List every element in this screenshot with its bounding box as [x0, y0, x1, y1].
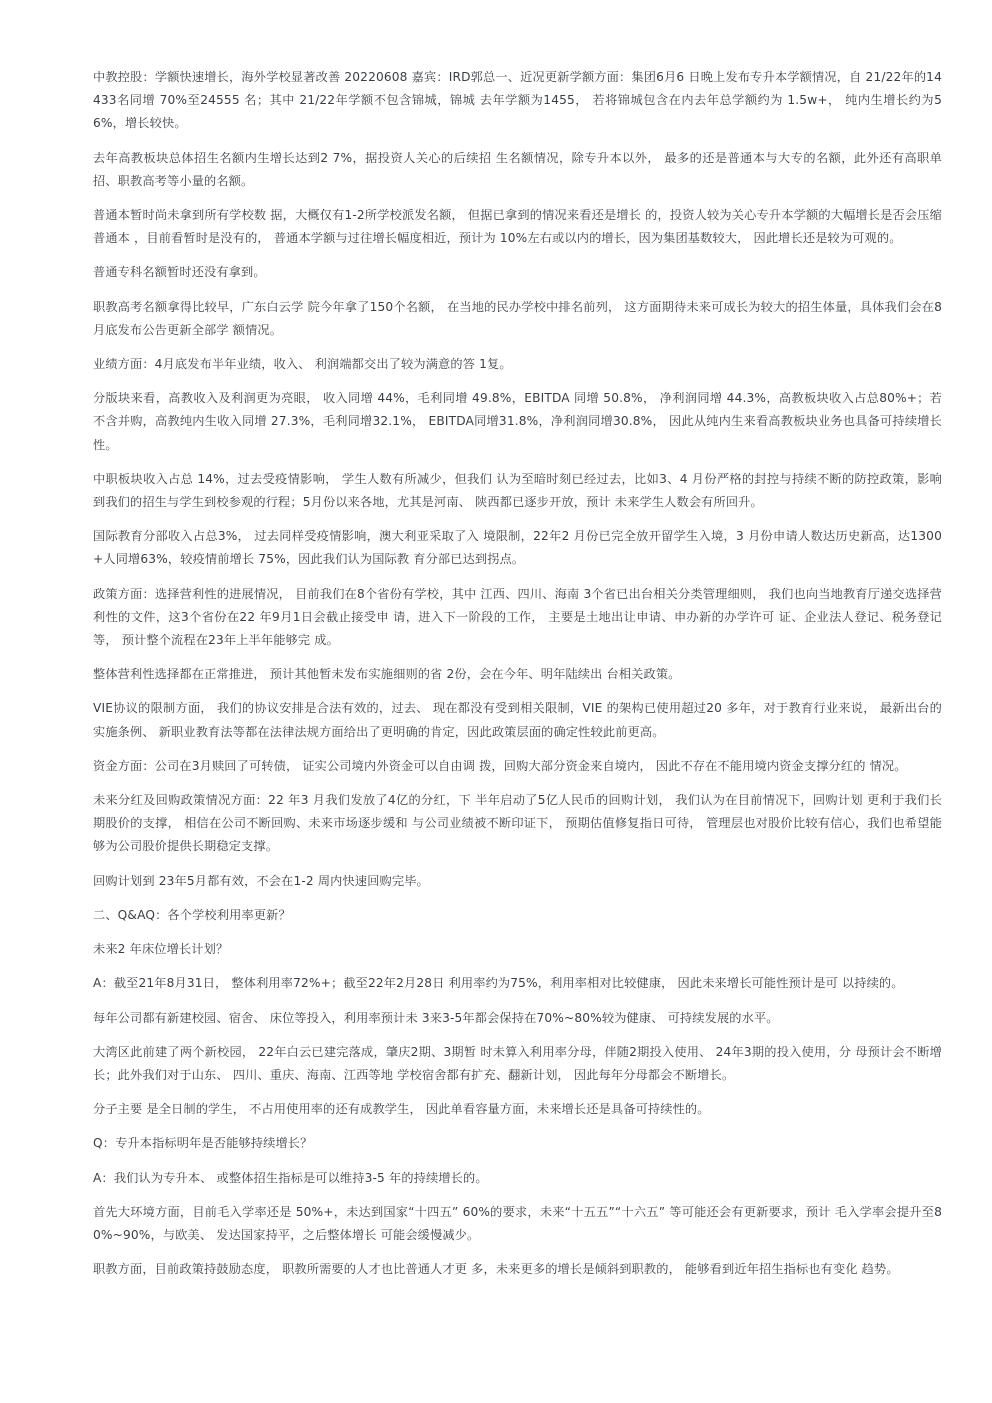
paragraph: 政策方面：选择营利性的进展情况， 目前我们在8个省份有学校，其中 江西、四川、海南 3个省已出台相关分类管理细则， 我们也向当地教育厅递交选择营利性的文件，这3个省份在22 年9月1日会截止接受申 请，进入下一阶段的工作， 主要是土地出让申请、申办新的办学许可 证、企业法人登记、税务登记等， 预计整个流程在23年上半年能够完 成。: [93, 586, 942, 648]
paragraph: 未来分红及回购政策情况方面：22 年3 月我们发放了4亿的分红，下 半年启动了5亿人民币的回购计划， 我们认为在目前情况下，回购计划 更利于我们长期股价的支撑， 相信在公司不断回购、未来市场逐步缓和 与公司业绩被不断印证下， 预期估值修复指日可待， 管理层也对股价比较有信心，我们也希望能够为公司股价提供长期稳定支撑。: [93, 793, 942, 854]
answer: A：截至21年8月31日， 整体利用率72%+；截至22年2月28日 利用率约为75%，利用率相对比较健康， 因此未来增长可能性预计是可 以持续的。: [93, 976, 904, 991]
paragraph: 普通本暂时尚未拿到所有学校数 据，大概仅有1-2所学校派发名额， 但据已拿到的情况来看还是增长 的，投资人较为关心专升本学额的大幅增长是否会压缩普通本 ，目前看暂时是没有的， 普通本学额与过往增长幅度相近，预计为 10%左右或以内的增长，因为集团基数较大， 因此增长还是较为可观的。: [93, 208, 942, 246]
section-heading: 二、Q&AQ：各个学校利用率更新？: [93, 907, 291, 922]
paragraph: 每年公司都有新建校园、宿舍、 床位等投入，利用率预计未 3来3-5年都会保持在70%~80%较为健康、 可持续发展的水平。: [93, 1010, 779, 1025]
paragraph: VIE协议的限制方面， 我们的协议安排是合法有效的，过去、 现在都没有受到相关限制，VIE 的架构已使用超过20 多年，对于教育行业来说， 最新出台的实施条例、 新职业教育法等都在法律法规方面给出了更明确的肯定，因此政策层面的确定性较此前更高。: [93, 701, 942, 739]
document-body: [93, 66, 942, 1281]
question: 未来2 年床位增长计划？: [93, 942, 229, 957]
paragraph: 中教控股：学额快速增长，海外学校显著改善 20220608 嘉宾：IRD郭总一、近况更新学额方面：集团6月6 日晚上发布专升本学额情况，自 21/22年的14433名同增 70%至24555 名；其中 21/22年学额不包含锦城，锦城 去年学额为1455， 若将锦城包含在内去年总学额约为 1.5w+， 纯内生增长约为56%，增长较快。: [93, 70, 942, 131]
paragraph: 中职板块收入占总 14%，过去受疫情影响， 学生人数有所减少，但我们 认为至暗时刻已经过去，比如3、4 月份严格的封控与持续不断的防控政策，影响到我们的招生与学生到校参观的行程；5月份以来各地，尤其是河南、 陕西都已逐步开放，预计 未来学生人数会有所回升。: [93, 471, 942, 510]
paragraph: 职教高考名额拿得比较早，广东白云学 院今年拿了150个名额， 在当地的民办学校中排名前列， 这方面期待未来可成长为较大的招生体量，具体我们会在8 月底发布公告更新全部学 额情况。: [93, 299, 942, 337]
paragraph: 整体营利性选择都在正常推进， 预计其他暂未发布实施细则的省 2份，会在今年、明年陆续出 台相关政策。: [93, 667, 681, 682]
paragraph: 去年高教板块总体招生名额内生增长达到2 7%，据投资人关心的后续招 生名额情况，除专升本以外， 最多的还是普通本与大专的名额，此外还有高职单招、职教高考等小量的名额。: [93, 150, 942, 188]
paragraph: 普通专科名额暂时还没有拿到。: [93, 265, 266, 280]
paragraph: 大湾区此前建了两个新校园， 22年白云已建完落成，肇庆2期、3期暂 时未算入利用率分母，伴随2期投入使用、 24年3期的投入使用，分 母预计会不断增长；此外我们对于山东、 四川、重庆、海南、江西等地 学校宿舍都有扩充、翻新计划， 因此每年分母都会不断增长。: [93, 1044, 942, 1082]
paragraph: 回购计划到 23年5月都有效，不会在1-2 周内快速回购完毕。: [93, 873, 429, 888]
paragraph: 业绩方面：4月底发布半年业绩，收入、 利润端都交出了较为满意的答 1复。: [93, 357, 512, 372]
paragraph: 职教方面，目前政策持鼓励态度， 职教所需要的人才也比普通人才更 多，未来更多的增长是倾斜到职教的， 能够看到近年招生指标也有变化 趋势。: [93, 1262, 899, 1277]
paragraph: 分子主要 是全日制的学生， 不占用使用率的还有成教学生， 因此单看容量方面，未来增长还是具备可持续性的。: [93, 1102, 710, 1117]
paragraph: 分版块来看，高教收入及利润更为亮眼， 收入同增 44%，毛利同增 49.8%，EBITDA 同增 50.8%， 净利润同增 44.3%，高教板块收入占总80%+；若不含并购，高教纯内生收入同增 27.3%，毛利同增32.1%， EBITDA同增31.8%，净利润同增30.8%， 因此从纯内生来看高教板块业务也具备可持续增长性。: [93, 391, 942, 452]
paragraph: 资金方面：公司在3月赎回了可转债， 证实公司境内外资金可以自由调 拨，回购大部分资金来自境内， 因此不存在不能用境内资金支撑分红的 情况。: [93, 758, 907, 773]
paragraph: 国际教育分部收入占总3%， 过去同样受疫情影响，澳大利亚采取了入 境限制，22年2 月份已完全放开留学生入境，3 月份申请人数达历史新高，达1300+人同增63%，较疫情前增长 75%，因此我们认为国际教 育分部已达到拐点。: [93, 529, 942, 567]
answer: A：我们认为专升本、 或整体招生指标是可以维持3-5 年的持续增长的。: [93, 1170, 488, 1185]
question: Q：专升本指标明年是否能够持续增长？: [93, 1136, 313, 1151]
paragraph: 首先大环境方面，目前毛入学率还是 50%+，未达到国家“十四五” 60%的要求，未来“十五五”“十六五” 等可能还会有更新要求，预计 毛入学率会提升至80%~90%，与欧美、 发达国家持平，之后整体增长 可能会缓慢减少。: [93, 1204, 942, 1242]
